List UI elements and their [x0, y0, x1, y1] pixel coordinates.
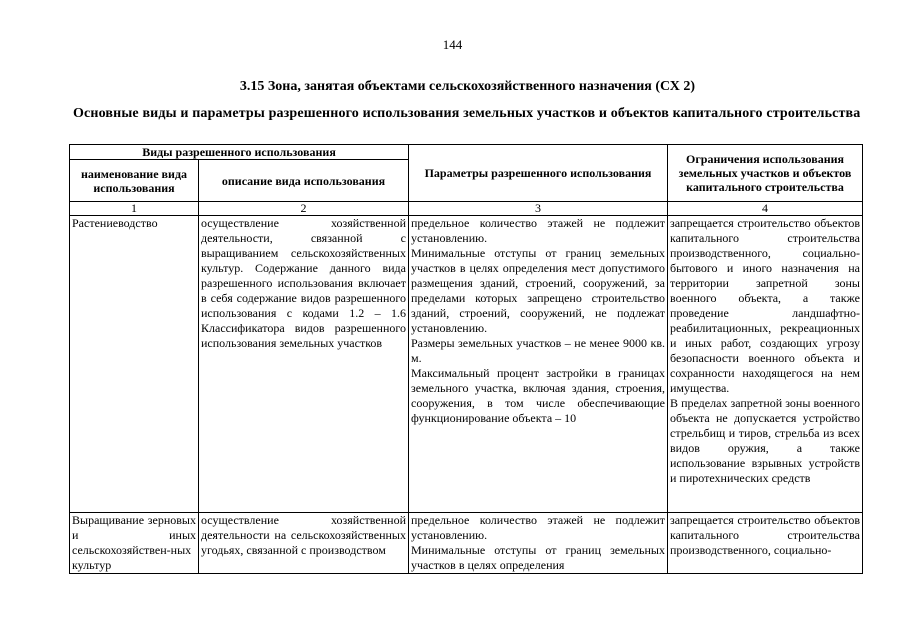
- column-number: 3: [409, 202, 668, 216]
- restrictions-cell: [668, 513, 863, 574]
- header-use-name: наименование вида использования: [70, 160, 199, 202]
- use-name-cell: Выращивание зерновых и иных сельскохозяйствен-ных культур: [70, 513, 199, 574]
- restrictions-cell: [668, 216, 863, 513]
- parameter-text: предельное количество этажей не подлежит установлению.: [411, 216, 665, 245]
- parameter-text: Минимальные отступы от границ земельных участков в целях определения мест допустимого размещения зданий, строений, сооружений, за пределами которых запрещено строительство зданий, строений, сооружений, не подлежат установлению.: [411, 246, 665, 335]
- document-heading: Основные виды и параметры разрешенного использования земельных участков и объектов капитального строительства: [73, 106, 861, 121]
- header-use-description: описание вида использования: [199, 160, 409, 202]
- column-number: 1: [70, 202, 199, 216]
- parameters-cell: [409, 216, 668, 513]
- parameters-cell: [409, 513, 668, 574]
- use-name-cell: Растениеводство: [70, 216, 199, 513]
- table-row: [70, 216, 863, 513]
- header-parameters: Параметры разрешенного использования: [409, 145, 668, 202]
- restriction-text: запрещается строительство объектов капитального строительства производственного, социально-: [670, 513, 860, 557]
- column-number: 4: [668, 202, 863, 216]
- page-number: 144: [442, 37, 463, 52]
- column-number-row: [70, 202, 863, 216]
- header-group-uses: Виды разрешенного использования: [70, 145, 409, 160]
- restriction-text: В пределах запретной зоны военного объекта не допускается устройство стрельбищ и тиров, стрельба из всех видов оружия, а также использование взрывных устройств и пиротехнических средств: [670, 396, 860, 485]
- restriction-text: запрещается строительство объектов капитального строительства производственного, социально-бытового и иного назначения на территории запретной зоны военного объекта, а также проведение ландшафтно-реабилитационных, рекреационных и иных работ, создающих угрозу безопасности военного объекта и сохранности находящегося на нем имущества.: [670, 216, 860, 395]
- parameter-text: Максимальный процент застройки в границах земельного участка, включая здания, строения, сооружения, в том числе обеспечивающие функционирование объекта – 10: [411, 366, 665, 425]
- table-header-row: [70, 145, 863, 160]
- column-number: 2: [199, 202, 409, 216]
- parameter-text: Размеры земельных участков – не менее 9000 кв. м.: [411, 336, 665, 365]
- parameter-text: предельное количество этажей не подлежит установлению.: [411, 513, 665, 542]
- header-restrictions: Ограничения использования земельных участков и объектов капитального строительства: [668, 145, 863, 202]
- use-description-cell: осуществление хозяйственной деятельности, связанной с выращиванием сельскохозяйственных культур. Содержание данного вида разрешенного использования включает в себя содержание видов разрешенного использования с кодами 1.2 – 1.6 Классификатора видов разрешенного использования земельных участков: [199, 216, 409, 513]
- permitted-uses-table: [69, 144, 863, 574]
- section-title: 3.15 Зона, занятая объектами сельскохозяйственного назначения (СХ 2): [239, 79, 696, 94]
- use-description-cell: осуществление хозяйственной деятельности на сельскохозяйственных угодьях, связанной с производством: [199, 513, 409, 574]
- parameter-text: Минимальные отступы от границ земельных участков в целях определения: [411, 543, 665, 572]
- table-row: [70, 513, 863, 574]
